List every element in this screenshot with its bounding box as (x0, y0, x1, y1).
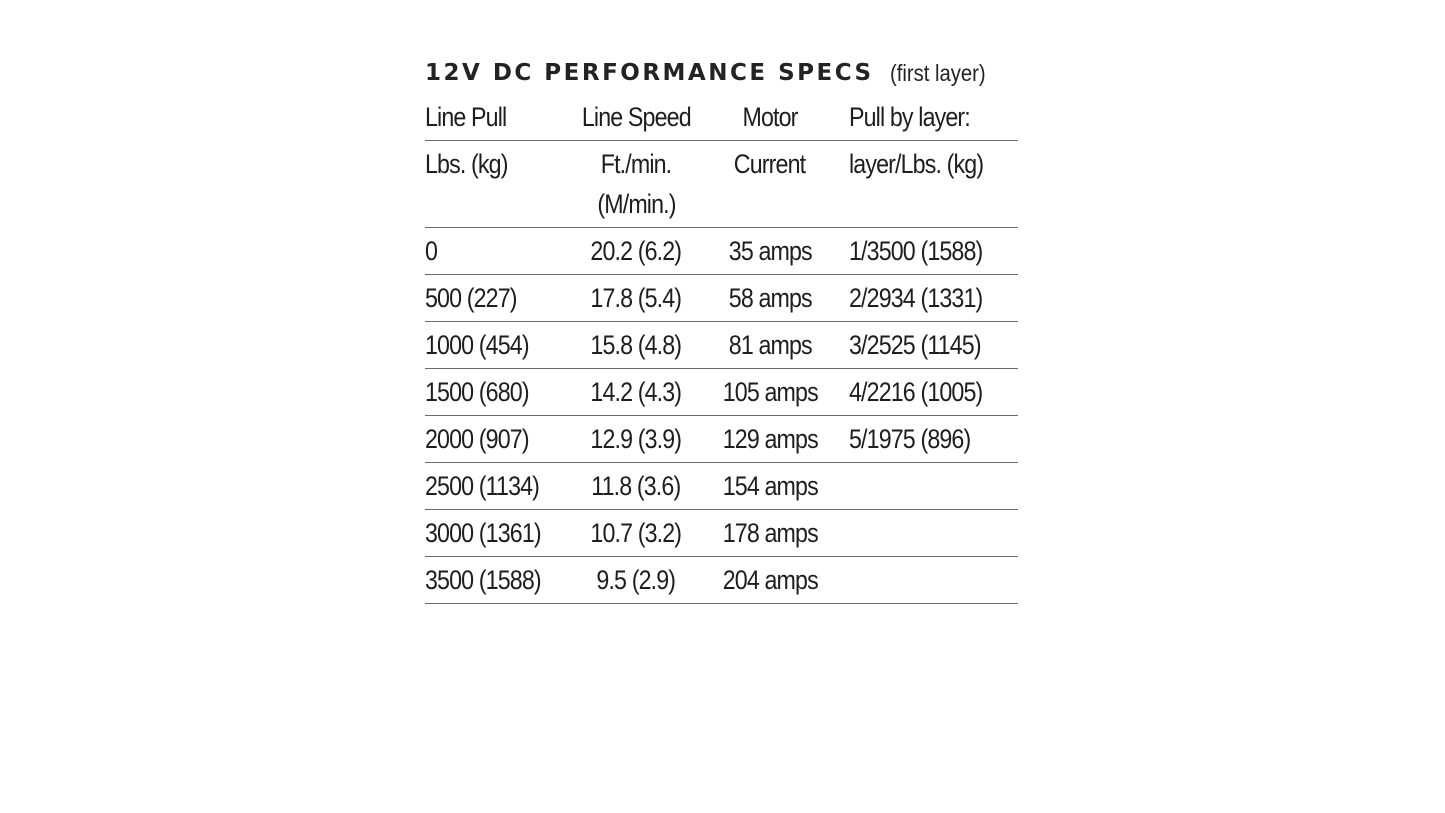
cell-pull-by-layer: 1/3500 (1588) (839, 228, 1018, 275)
cell-line-pull: 3500 (1588) (425, 557, 571, 604)
unit-line-speed: Ft./min. (M/min.) (571, 141, 701, 228)
unit-line-pull: Lbs. (kg) (425, 141, 571, 228)
header-motor: Motor (701, 94, 839, 141)
cell-pull-by-layer (839, 557, 1018, 604)
cell-pull-by-layer (839, 510, 1018, 557)
cell-motor-current: 154 amps (701, 463, 839, 510)
cell-line-speed: 10.7 (3.2) (571, 510, 701, 557)
cell-motor-current: 35 amps (701, 228, 839, 275)
cell-line-pull: 1500 (680) (425, 369, 571, 416)
header-row (425, 94, 1018, 141)
table-row (425, 369, 1018, 416)
cell-motor-current: 58 amps (701, 275, 839, 322)
unit-motor: Current (701, 141, 839, 228)
cell-line-speed: 11.8 (3.6) (571, 463, 701, 510)
cell-line-pull: 1000 (454) (425, 322, 571, 369)
cell-line-pull: 3000 (1361) (425, 510, 571, 557)
header-line-speed: Line Speed (571, 94, 701, 141)
cell-line-speed: 9.5 (2.9) (571, 557, 701, 604)
cell-pull-by-layer: 4/2216 (1005) (839, 369, 1018, 416)
specs-title: 12V DC PERFORMANCE SPECS (425, 60, 874, 86)
cell-motor-current: 81 amps (701, 322, 839, 369)
cell-pull-by-layer: 5/1975 (896) (839, 416, 1018, 463)
cell-line-speed: 17.8 (5.4) (571, 275, 701, 322)
table-row (425, 275, 1018, 322)
cell-motor-current: 178 amps (701, 510, 839, 557)
table-row (425, 416, 1018, 463)
cell-pull-by-layer (839, 463, 1018, 510)
table-row (425, 322, 1018, 369)
table-row (425, 463, 1018, 510)
cell-line-pull: 2000 (907) (425, 416, 571, 463)
cell-line-pull: 0 (425, 228, 571, 275)
header-line-pull: Line Pull (425, 94, 571, 141)
cell-line-speed: 14.2 (4.3) (571, 369, 701, 416)
table-row (425, 228, 1018, 275)
header-pull-by-layer: Pull by layer: (839, 94, 1018, 141)
cell-line-speed: 15.8 (4.8) (571, 322, 701, 369)
table-row (425, 510, 1018, 557)
cell-motor-current: 105 amps (701, 369, 839, 416)
cell-motor-current: 129 amps (701, 416, 839, 463)
unit-pull-by-layer: layer/Lbs. (kg) (839, 141, 1018, 228)
units-row (425, 141, 1018, 228)
specs-title-row (425, 52, 1018, 94)
cell-line-pull: 2500 (1134) (425, 463, 571, 510)
performance-table (425, 94, 1018, 604)
cell-pull-by-layer: 2/2934 (1331) (839, 275, 1018, 322)
performance-specs (425, 52, 1018, 604)
cell-line-speed: 12.9 (3.9) (571, 416, 701, 463)
cell-line-pull: 500 (227) (425, 275, 571, 322)
table-row (425, 557, 1018, 604)
cell-line-speed: 20.2 (6.2) (571, 228, 701, 275)
cell-motor-current: 204 amps (701, 557, 839, 604)
cell-pull-by-layer: 3/2525 (1145) (839, 322, 1018, 369)
specs-subtitle: (first layer) (889, 59, 986, 86)
